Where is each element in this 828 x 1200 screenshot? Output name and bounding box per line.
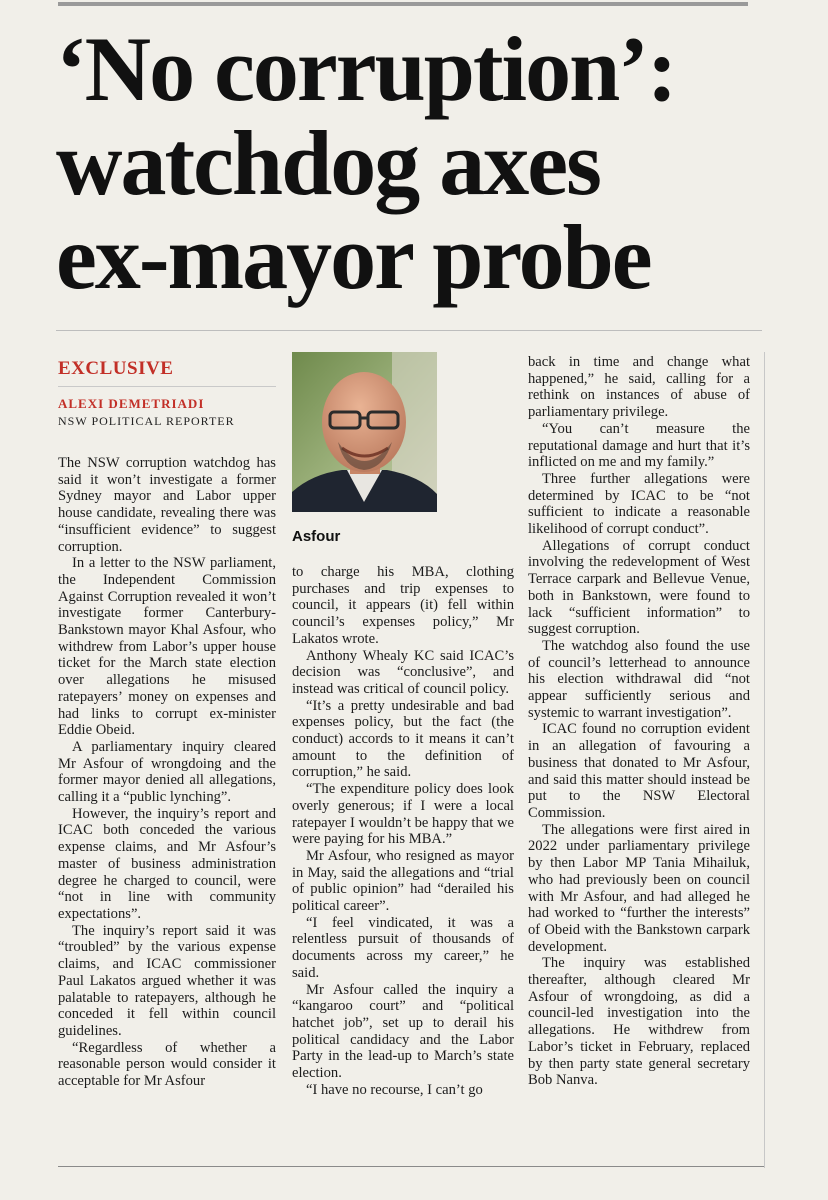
paragraph: The inquiry’s report said it was “troubled” by the various expense claims, and ICAC commissioner Paul Lakatos argued whether it was palatable to ratepayers, although he conceded it fell within council guidelines. <box>58 922 276 1039</box>
paragraph: ICAC found no corruption evident in an allegation of favouring a business that donated to Mr Asfour, and said this matter should instead be put to the NSW Electoral Commission. <box>528 721 750 821</box>
paragraph: However, the inquiry’s report and ICAC both conceded the various expense claims, and Mr Asfour’s master of business administration degree he charged to council, were “not in line with community expectations”. <box>58 805 276 922</box>
paragraph: “You can’t measure the reputational damage and hurt that it’s inflicted on me and my family.” <box>528 420 750 471</box>
paragraph: Mr Asfour, who resigned as mayor in May, said the allegations and “trial of public opinion” had “derailed his political career”. <box>292 847 514 915</box>
paragraph: “It’s a pretty undesirable and bad expenses policy, but the fact (the conduct) accords to it means it can’t amount to the definition of corruption,” he said. <box>292 697 514 781</box>
headline-divider <box>56 330 762 331</box>
headline-line: ‘No corruption’: <box>56 18 676 120</box>
author-role: NSW POLITICAL REPORTER <box>58 414 235 428</box>
kicker: EXCLUSIVE <box>58 358 174 379</box>
kicker-divider <box>58 386 276 387</box>
article-column-3 <box>528 354 750 1089</box>
bottom-rule <box>58 1166 764 1167</box>
article-column-1 <box>58 455 276 1090</box>
portrait-photo <box>292 352 437 512</box>
paragraph: Mr Asfour called the inquiry a “kangaroo court” and “political hatchet job”, set up to derail his political candidacy and the Labor Party in the lead-up to March’s state election. <box>292 981 514 1082</box>
paragraph: Allegations of corrupt conduct involving the redevelopment of West Terrace carpark and Bellevue Venue, both in Bankstown, were found to lack “sufficient information” to suggest corruption. <box>528 537 750 638</box>
paragraph: Three further allegations were determined by ICAC to be “not sufficient to indicate a reasonable likelihood of corrupt conduct”. <box>528 470 750 538</box>
paragraph: In a letter to the NSW parliament, the Independent Commission Against Corruption revealed it won’t investigate former Canterbury-Bankstown mayor Khal Asfour, who withdrew from Labor’s upper house ticket for the March state election over allegations he misused ratepayers’ money on expenses and had links to corrupt ex-minister Eddie Obeid. <box>58 555 276 739</box>
portrait-illustration <box>292 352 437 512</box>
headline-line: ex-mayor probe <box>56 206 651 308</box>
paragraph: Anthony Whealy KC said ICAC’s decision was “conclusive”, and instead was critical of council policy. <box>292 647 514 697</box>
headline <box>56 18 786 308</box>
paragraph: to charge his MBA, clothing purchases and trip expenses to council, it appears (it) fell within council’s expenses policy,” Mr Lakatos wrote. <box>292 564 514 647</box>
paragraph: The inquiry was established thereafter, although cleared Mr Asfour of wrongdoing, as did a council-led investigation into the allegations. He withdrew from Labor’s ticket in February, replaced by then party state general secretary Bob Nanva. <box>528 955 750 1089</box>
paragraph: A parliamentary inquiry cleared Mr Asfour of wrongdoing and the former mayor denied all allegations, calling it a “public lynching”. <box>58 738 276 806</box>
paragraph: “The expenditure policy does look overly generous; if I were a local ratepayer I wouldn’t be happy that we were paying for his MBA.” <box>292 781 514 848</box>
paragraph: The allegations were first aired in 2022 under parliamentary privilege by then Labor MP Tania Mihailuk, who had previously been on council with Mr Asfour, and had alleged he had worked to “further the interests” of Obeid with the Bankstown carpark development. <box>528 821 750 955</box>
paragraph: “I feel vindicated, it was a relentless pursuit of thousands of documents across my career,” he said. <box>292 914 514 981</box>
paragraph: The watchdog also found the use of council’s letterhead to announce his election withdrawal did “not appear sufficiently serious and systemic to warrant investigation”. <box>528 637 750 721</box>
column-edge-rule <box>764 352 765 1168</box>
author-name: ALEXI DEMETRIADI <box>58 396 205 411</box>
paragraph: back in time and change what happened,” he said, calling for a rethink on instances of abuse of parliamentary privilege. <box>528 354 750 421</box>
paragraph: The NSW corruption watchdog has said it won’t investigate a former Sydney mayor and Labor upper house candidate, revealing there was “insufficient evidence” to suggest corruption. <box>58 455 276 555</box>
paragraph: “I have no recourse, I can’t go <box>306 1081 483 1098</box>
paragraph: “Regardless of whether a reasonable person would consider it acceptable for Mr Asfour <box>58 1039 276 1090</box>
photo-caption: Asfour <box>292 528 341 545</box>
article-column-2 <box>292 564 514 1099</box>
headline-line: watchdog axes <box>56 112 600 214</box>
top-rule <box>58 2 748 6</box>
